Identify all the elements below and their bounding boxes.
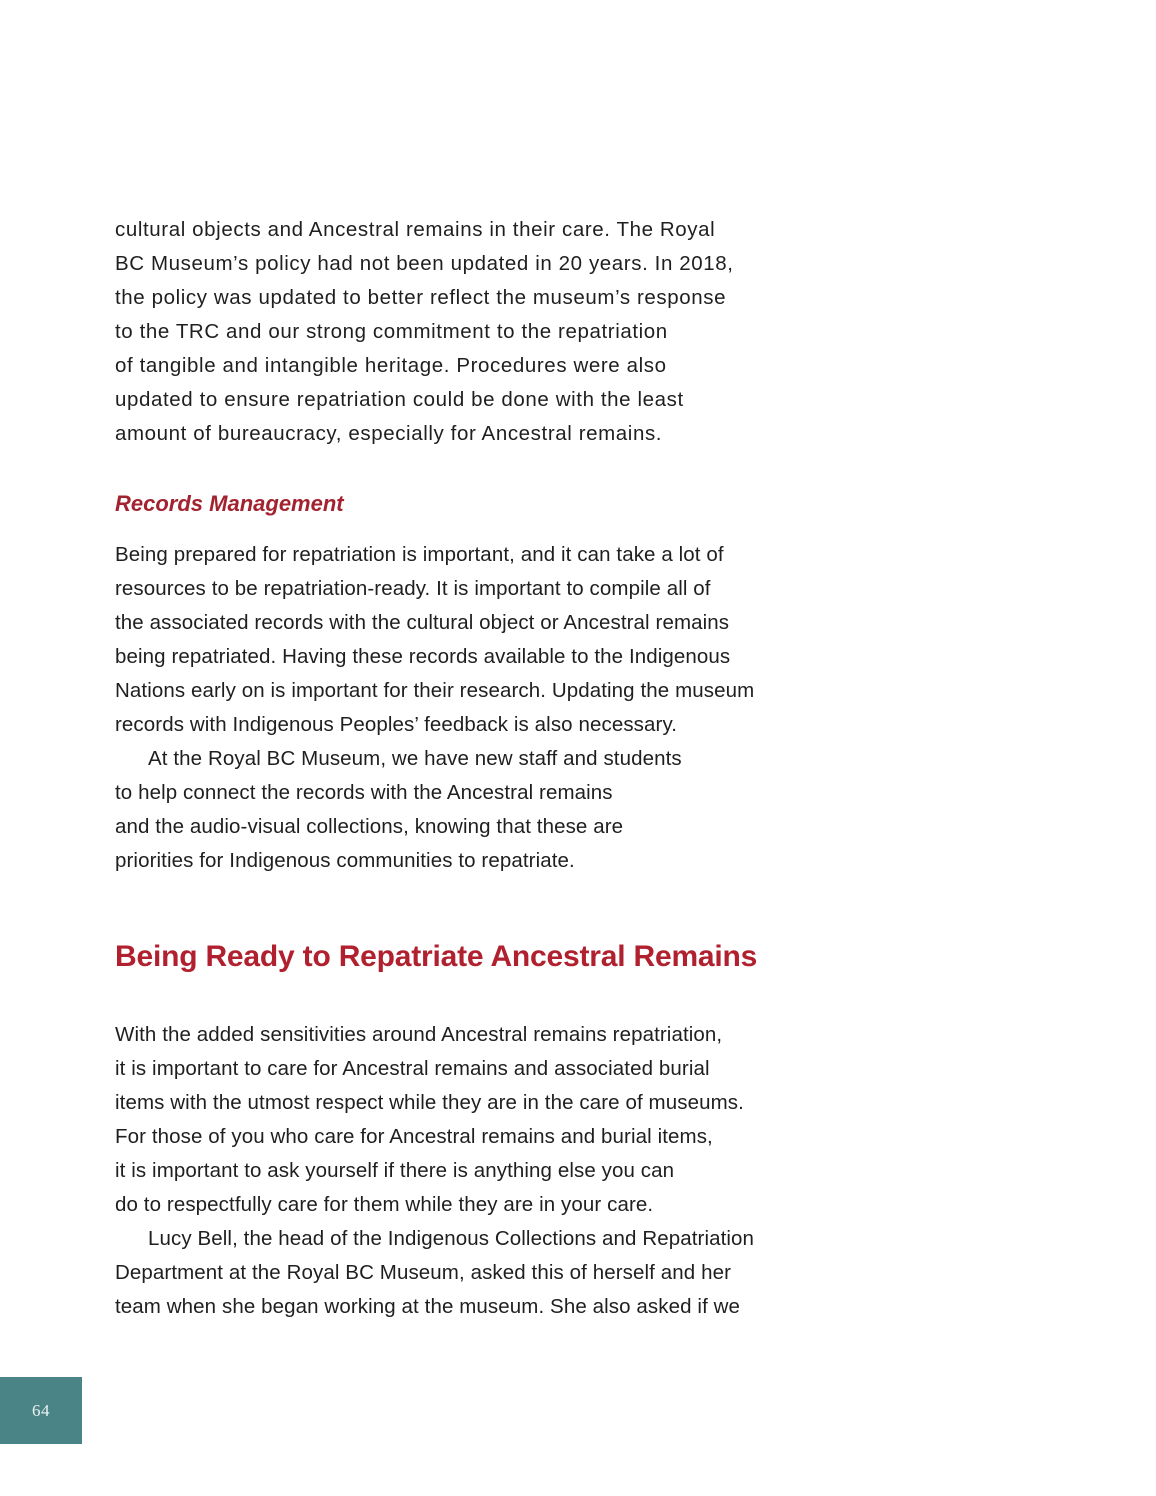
records-paragraph-1 <box>115 538 780 742</box>
text-line: With the added sensitivities around Ancestral remains repatriation, <box>115 1023 723 1046</box>
text-line: At the Royal BC Museum, we have new staff and students <box>148 747 682 770</box>
text-line: Being prepared for repatriation is important, and it can take a lot of <box>115 543 724 566</box>
ancestral-paragraph-1 <box>115 1018 780 1222</box>
text-line: Nations early on is important for their research. Updating the museum <box>115 679 755 702</box>
text-line: Lucy Bell, the head of the Indigenous Collections and Repatriation <box>148 1227 755 1250</box>
text-line: the associated records with the cultural object or Ancestral remains <box>115 611 730 634</box>
text-line: updated to ensure repatriation could be done with the least <box>115 388 684 411</box>
text-line: BC Museum’s policy had not been updated in 20 years. In 2018, <box>115 252 734 275</box>
records-management-subheading: Records Management <box>115 491 344 516</box>
text-line: For those of you who care for Ancestral remains and burial items, <box>115 1125 713 1148</box>
text-line: amount of bureaucracy, especially for Ancestral remains. <box>115 422 663 445</box>
text-line: do to respectfully care for them while they are in your care. <box>115 1193 654 1216</box>
page-number: 64 <box>32 1400 50 1420</box>
ancestral-remains-heading: Being Ready to Repatriate Ancestral Remains <box>115 940 758 973</box>
text-line: cultural objects and Ancestral remains in their care. The Royal <box>115 218 716 241</box>
text-line: to help connect the records with the Ancestral remains <box>115 781 613 804</box>
ancestral-paragraph-2 <box>115 1222 780 1324</box>
text-line: team when she began working at the museum. She also asked if we <box>115 1295 741 1318</box>
text-line: priorities for Indigenous communities to repatriate. <box>115 849 575 872</box>
text-line: and the audio-visual collections, knowing that these are <box>115 815 624 838</box>
text-line: the policy was updated to better reflect the museum’s response <box>115 286 727 309</box>
text-line: records with Indigenous Peoples’ feedback is also necessary. <box>115 713 678 736</box>
text-line: resources to be repatriation-ready. It is important to compile all of <box>115 577 711 600</box>
records-paragraph-2 <box>115 742 780 878</box>
intro-paragraph <box>115 213 780 451</box>
text-line: it is important to care for Ancestral remains and associated burial <box>115 1057 710 1080</box>
text-line: to the TRC and our strong commitment to the repatriation <box>115 320 668 343</box>
text-line: items with the utmost respect while they are in the care of museums. <box>115 1091 744 1114</box>
text-line: of tangible and intangible heritage. Procedures were also <box>115 354 667 377</box>
page-content <box>115 213 780 1324</box>
text-line: being repatriated. Having these records available to the Indigenous <box>115 645 731 668</box>
text-line: it is important to ask yourself if there is anything else you can <box>115 1159 675 1182</box>
text-line: Department at the Royal BC Museum, asked this of herself and her <box>115 1261 732 1284</box>
page-number-tab <box>0 1377 82 1444</box>
